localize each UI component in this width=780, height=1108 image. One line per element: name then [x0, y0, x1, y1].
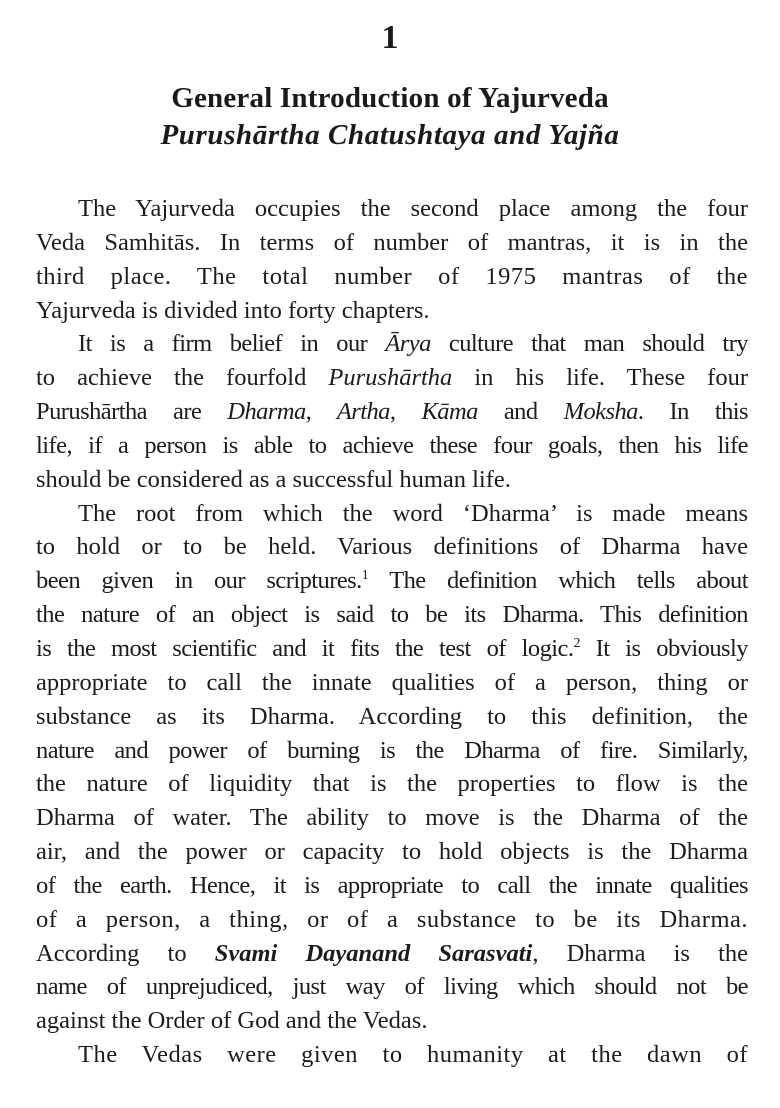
- paragraph-3-line-3: been given in our scriptures.$^1$ The definition which tells about: [36, 567, 748, 595]
- paragraph-2-line-3: Purushārtha are Dharma, Artha, Kāma and Moksha. In this: [36, 398, 749, 426]
- paragraph-2-line-5: should be considered as a successful human life.: [36, 465, 511, 493]
- paragraph-3-line-13: of a person, a thing, or of a substance to be its Dharma.: [36, 905, 748, 933]
- paragraph-3-line-14: According to Svami Dayanand Sarasvati, Dharma is the: [36, 939, 748, 967]
- footnote-ref-2[interactable]: 2: [573, 635, 580, 651]
- paragraph-3-line-9: the nature of liquidity that is the properties to flow is the: [36, 770, 748, 798]
- chapter-number: 1: [381, 19, 399, 56]
- emphasis-purushartha: Purushārtha: [328, 364, 453, 392]
- paragraph-1-line-3: third place. The total number of 1975 mantras of the: [36, 262, 748, 290]
- paragraph-3-line-10: Dharma of water. The ability to move is the Dharma of the: [36, 804, 748, 832]
- paragraph-2-line-2: to achieve the fourfold Purushārtha in his life. These four: [36, 364, 748, 392]
- paragraph-3-line-5: is the most scientific and it fits the test of logic.$^2$ It is obviously: [36, 634, 748, 662]
- paragraph-4-line-1: The Vedas were given to humanity at the dawn of: [78, 1041, 748, 1069]
- paragraph-2-line-4: life, if a person is able to achieve these four goals, then his life: [36, 431, 748, 459]
- paragraph-3-line-7: substance as its Dharma. According to this definition, the: [36, 702, 748, 730]
- body-text: [36, 192, 748, 1072]
- paragraph-3-line-11: air, and the power or capacity to hold objects is the Dharma: [36, 838, 748, 866]
- emphasis-svami-dayanand: Svami Dayanand Sarasvati: [214, 939, 533, 967]
- paragraph-1-line-4: Yajurveda is divided into forty chapters.: [36, 296, 430, 324]
- paragraph-3-line-16: against the Order of God and the Vedas.: [36, 1007, 428, 1035]
- paragraph-2-line-1: It is a firm belief in our Ārya culture that man should try: [78, 330, 748, 358]
- chapter-title: General Introduction of Yajurveda: [171, 82, 609, 114]
- paragraph-3-line-1: The root from which the word ‘Dharma’ is made means: [78, 499, 748, 527]
- paragraph-3-line-2: to hold or to be held. Various definitions of Dharma have: [36, 533, 748, 561]
- emphasis-arya: Ārya: [385, 330, 431, 358]
- footnote-ref-1[interactable]: 1: [361, 568, 369, 584]
- paragraph-3-line-15: name of unprejudiced, just way of living which should not be: [36, 973, 748, 1001]
- emphasis-four-goals: Dharma, Artha, Kāma: [227, 398, 478, 426]
- paragraph-3-line-6: appropriate to call the innate qualities of a person, thing or: [36, 668, 748, 696]
- chapter-subtitle: Purushārtha Chatushtaya and Yajña: [160, 119, 620, 151]
- emphasis-moksha: Moksha: [563, 398, 638, 426]
- paragraph-3-line-4: the nature of an object is said to be its Dharma. This definition: [36, 601, 748, 629]
- paragraph-1-line-1: The Yajurveda occupies the second place among the four: [78, 195, 748, 222]
- paragraph-3-line-12: of the earth. Hence, it is appropriate to call the innate qualities: [36, 871, 748, 899]
- paragraph-1-line-2: Veda Samhitās. In terms of number of mantras, it is in the: [36, 228, 748, 256]
- paragraph-3-line-8: nature and power of burning is the Dharma of fire. Similarly,: [36, 736, 748, 764]
